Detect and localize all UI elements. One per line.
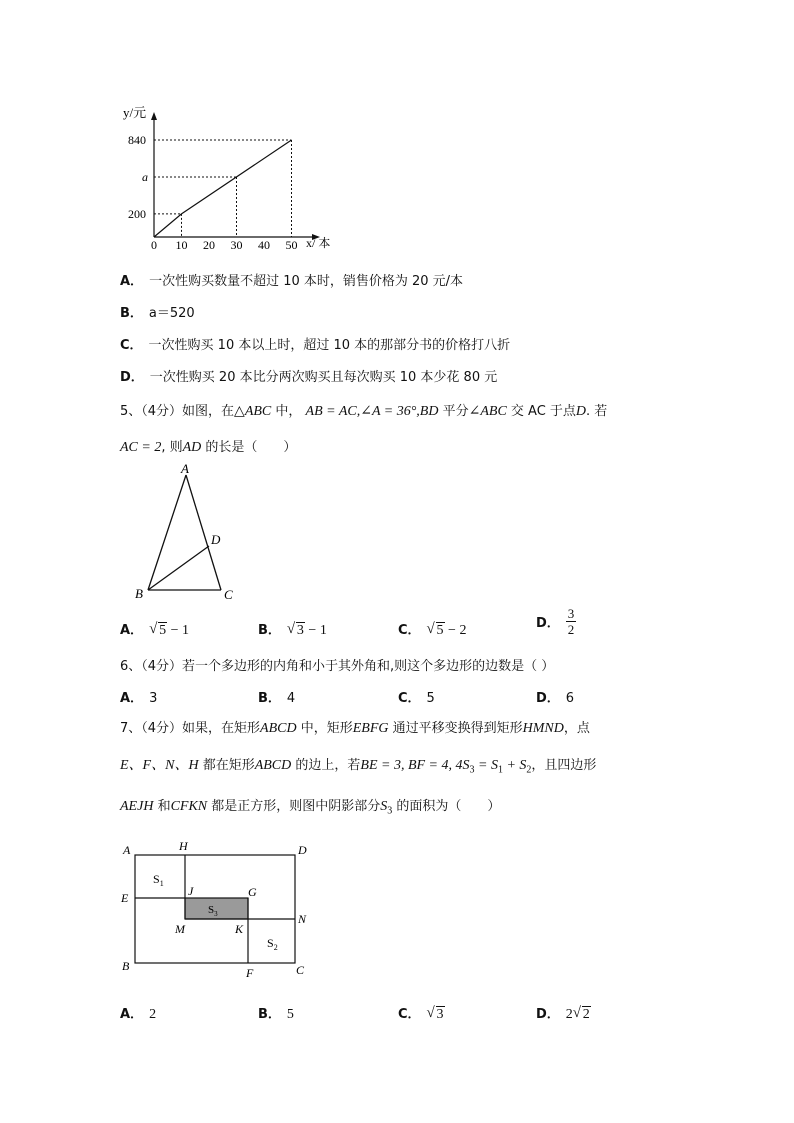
- q6-option-a: A． 3: [120, 691, 158, 706]
- label-b: B: [122, 959, 130, 973]
- label-f: F: [246, 966, 254, 980]
- q6-option-d: D． 6: [536, 691, 575, 706]
- x-tick-40: 40: [258, 238, 270, 252]
- q4-y-tick-labels: [128, 133, 148, 221]
- label-k: K: [235, 922, 244, 936]
- x-tick-50: 50: [285, 238, 298, 252]
- q4-option-b: B． a＝520: [120, 306, 195, 321]
- y-axis-arrow: [151, 112, 157, 120]
- q7-stem-line2: E、F、N、H 都在矩形ABCD 的边上，若BE = 3, BF = 4, $4S_3 = S_1 + S_2$，且四边形: [120, 758, 597, 776]
- q5-triangle-figure: [130, 462, 250, 604]
- y-axis-label: y/元: [123, 105, 147, 120]
- q4-data-line: [154, 140, 292, 237]
- q6-option-b: B． 4: [258, 691, 296, 706]
- q5-option-a: A．√ 5 − 1: [120, 619, 189, 639]
- x-tick-0: 0: [151, 238, 157, 252]
- q4-option-d: D． 一次性购买 20 本比分两次购买且每次购买 10 本少花 80 元: [120, 370, 498, 385]
- q7-option-d: D． 2√ 2: [536, 1003, 591, 1023]
- q7-option-a: A． 2: [120, 1007, 157, 1022]
- label-j: J: [188, 884, 194, 898]
- x-axis-label: x/ 本: [306, 236, 331, 250]
- q7-rectangle-figure: [115, 835, 325, 980]
- y-tick-200: 200: [128, 206, 146, 221]
- x-tick-20: 20: [203, 238, 215, 252]
- label-n: N: [298, 912, 307, 926]
- q4-x-tick-labels: [151, 238, 298, 252]
- label-a: A: [123, 843, 131, 857]
- label-b: B: [135, 586, 143, 601]
- y-tick-840: 840: [128, 132, 146, 147]
- q7-stem-line3: AEJH 和CFKN 都是正方形，则图中阴影部分$S_3$ 的面积为（ ）: [120, 799, 501, 817]
- q5-stem-line1: 5、（4分）如图，在△ABC 中， AB = AC,∠A = 36°,BD 平分∠ABC 交 AC 于点D. 若: [120, 404, 608, 419]
- q6-stem: 6、（4分）若一个多边形的内角和小于其外角和,则这个多边形的边数是（ ）: [120, 659, 555, 674]
- q7-stem-line1: 7、（4分）如果，在矩形ABCD 中，矩形EBFG 通过平移变换得到矩形HMND，点: [120, 721, 590, 736]
- label-s2: $S_2$: [267, 936, 278, 952]
- q7-option-b: B． 5: [258, 1007, 294, 1022]
- q4-option-a: A． 一次性购买数量不超过 10 本时，销售价格为 20 元/本: [120, 274, 464, 289]
- label-s1: $S_1$: [153, 872, 164, 888]
- x-tick-30: 30: [230, 238, 243, 252]
- q5-option-c: C．√ 5 − 2: [398, 619, 466, 639]
- label-a: A: [181, 462, 189, 476]
- y-tick-a: a: [142, 169, 148, 184]
- label-m: M: [175, 922, 185, 936]
- label-d: D: [211, 532, 221, 547]
- label-g: G: [248, 885, 257, 899]
- segment-bd: [148, 546, 209, 590]
- label-s3: $S_3$: [208, 904, 218, 918]
- x-tick-10: 10: [175, 238, 188, 252]
- q6-option-c: C． 5: [398, 691, 435, 706]
- label-d: D: [298, 843, 307, 857]
- q4-line-chart: [118, 100, 348, 258]
- side-ab: [148, 475, 186, 590]
- label-h: H: [179, 839, 188, 853]
- q5-option-b: B．√ 3 − 1: [258, 619, 327, 639]
- q5-option-d: D． $\frac{3}{2}$: [536, 606, 575, 637]
- q5-stem-line2: AC = 2, 则AD 的长是（ ）: [120, 440, 297, 455]
- label-e: E: [121, 891, 129, 905]
- q4-option-c: C． 一次性购买 10 本以上时，超过 10 本的那部分书的价格打八折: [120, 338, 511, 353]
- label-c: C: [224, 587, 233, 602]
- q7-option-c: C．√ 3: [398, 1003, 445, 1023]
- label-c: C: [296, 963, 305, 977]
